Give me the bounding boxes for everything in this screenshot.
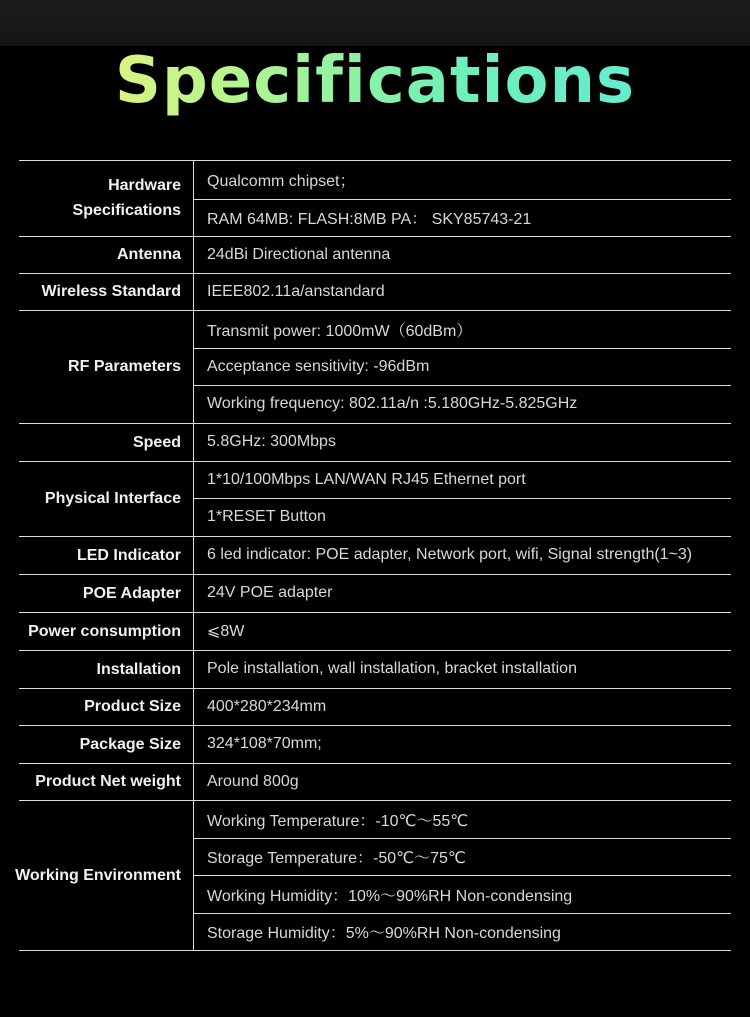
spec-value: 1*RESET Button [207,508,326,525]
spec-label: Antenna [117,246,181,263]
spec-value: 24dBi Directional antenna [207,245,391,263]
spec-value: Transmit power: 1000mW（60dBm） [207,322,473,340]
spec-value: Storage Humidity：5%～90%RH Non-condensing [207,925,561,942]
spec-label: LED Indicator [76,546,181,564]
spec-value: Working Temperature：-10℃～55℃ [207,812,469,830]
spec-label: Wireless Standard [41,283,181,300]
spec-label: Hardware Specifications [72,177,181,219]
top-bar [0,0,750,46]
spec-value: RAM 64MB: FLASH:8MB PA： SKY85743-21 [207,211,532,228]
spec-value: Working Humidity：10%～90%RH Non-condensing [207,887,573,905]
spec-value: IEEE802.11a/anstandard [207,282,385,300]
column-divider [193,160,194,950]
row-divider [19,950,731,951]
spec-label: Product Size [84,698,181,715]
spec-value: 5.8GHz: 300Mbps [207,433,336,450]
spec-label: RF Parameters [68,358,181,375]
spec-label: POE Adapter [82,584,181,602]
spec-value: 324*108*70mm; [207,735,322,752]
spec-value: Acceptance sensitivity: -96dBm [207,357,430,375]
spec-label: Speed [132,433,181,451]
spec-label: Physical Interface [44,490,181,507]
spec-label: Product Net weight [35,773,181,790]
spec-value: 400*280*234mm [207,697,327,715]
spec-value: Around 800g [207,772,299,790]
spec-label: Installation [96,660,181,678]
spec-label: Package Size [79,735,181,753]
spec-value: Qualcomm chipset； [207,173,356,190]
page-title: Specifications [0,44,750,118]
spec-value: 24V POE adapter [207,584,333,601]
spec-value: 1*10/100Mbps LAN/WAN RJ45 Ethernet port [207,470,526,488]
spec-label: Working Environment [15,866,181,884]
spec-value: 6 led indicator: POE adapter, Network port, wifi, Signal strength(1~3) [207,546,693,563]
spec-value: Pole installation, wall installation, bracket installation [207,660,577,677]
spec-label: Power consumption [28,622,181,640]
spec-value: Working frequency: 802.11a/n :5.180GHz-5.825GHz [207,395,578,412]
spec-value: ⩽8W [207,623,245,640]
spec-value: Storage Temperature：-50℃～75℃ [207,850,466,867]
